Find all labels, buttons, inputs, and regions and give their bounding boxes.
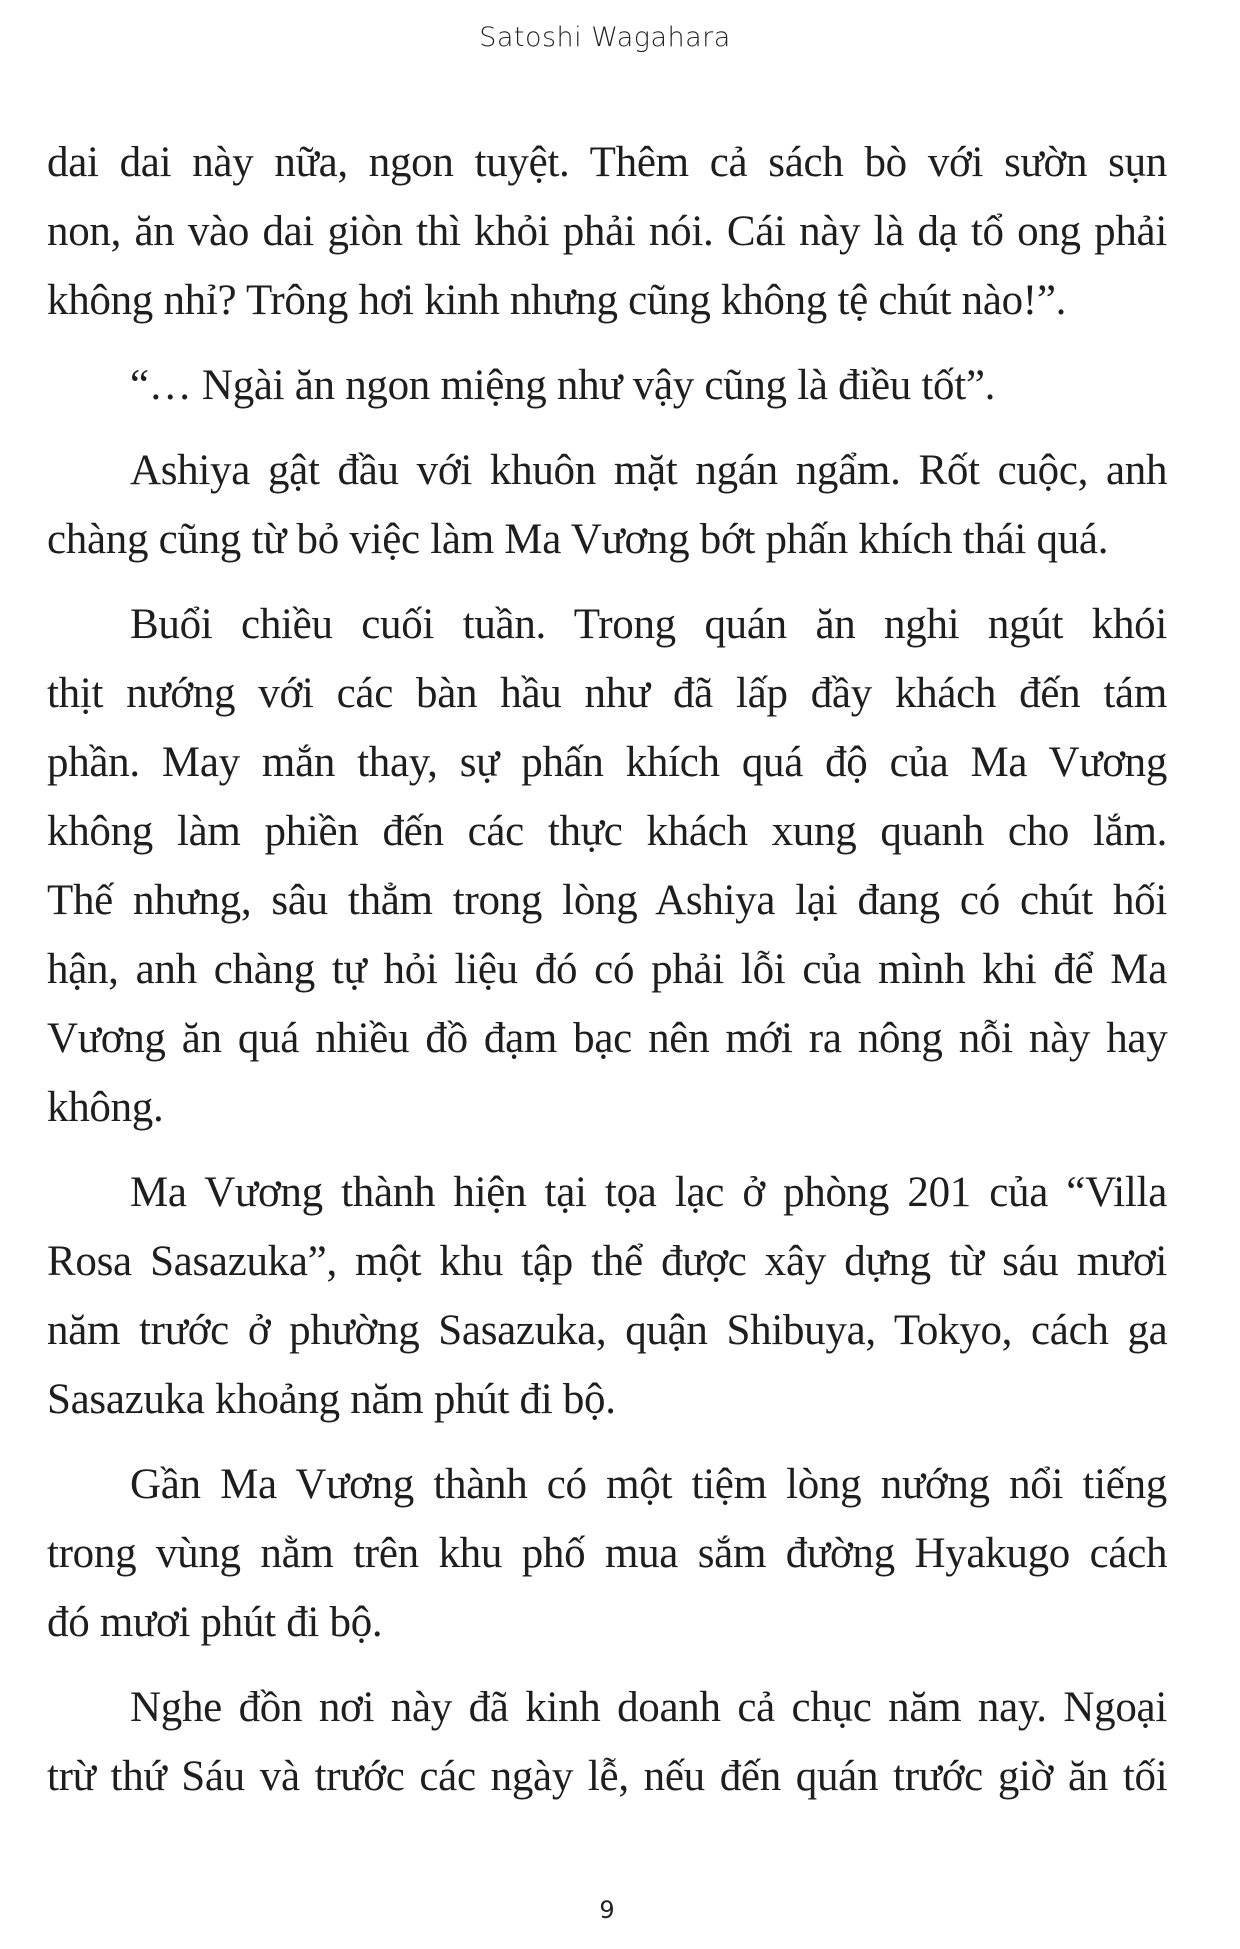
text-line: không. — [47, 1084, 164, 1131]
text-line: Ashiya gật đầu với khuôn mặt ngán ngẩm. Rốt cuộc, anh — [130, 447, 1168, 494]
text-line: “… Ngài ăn ngon miệng như vậy cũng là điều tốt”. — [130, 362, 996, 409]
text-line: Sasazuka khoảng năm phút đi bộ. — [47, 1376, 616, 1423]
body-text — [47, 128, 1167, 1827]
text-line: trong vùng nằm trên khu phố mua sắm đường Hyakugo cách — [47, 1530, 1168, 1577]
text-line: đó mươi phút đi bộ. — [47, 1599, 383, 1646]
text-line: Vương ăn quá nhiều đồ đạm bạc nên mới ra nông nỗi này hay — [47, 1015, 1168, 1062]
text-line: không làm phiền đến các thực khách xung quanh cho lắm. — [47, 808, 1168, 855]
text-line: Thế nhưng, sâu thẳm trong lòng Ashiya lại đang có chút hối — [47, 877, 1167, 924]
paragraph — [47, 351, 1167, 420]
text-line: Gần Ma Vương thành có một tiệm lòng nướng nổi tiếng — [130, 1461, 1167, 1508]
paragraph — [47, 128, 1167, 335]
text-line: thịt nướng với các bàn hầu như đã lấp đầy khách đến tám — [47, 670, 1167, 717]
paragraph — [47, 590, 1167, 1142]
text-line: Buổi chiều cuối tuần. Trong quán ăn nghi ngút khói — [130, 601, 1167, 648]
paragraph — [47, 1673, 1167, 1811]
text-line: không nhỉ? Trông hơi kinh nhưng cũng không tệ chút nào!”. — [47, 277, 1067, 324]
paragraph — [47, 1158, 1167, 1434]
text-line: chàng cũng từ bỏ việc làm Ma Vương bớt phấn khích thái quá. — [47, 516, 1109, 563]
text-line: trừ thứ Sáu và trước các ngày lễ, nếu đến quán trước giờ ăn tối — [47, 1753, 1168, 1800]
text-line: Rosa Sasazuka”, một khu tập thể được xây dựng từ sáu mươi — [47, 1238, 1167, 1285]
text-line: non, ăn vào dai giòn thì khỏi phải nói. Cái này là dạ tổ ong phải — [47, 208, 1167, 255]
text-line: dai dai này nữa, ngon tuyệt. Thêm cả sách bò với sườn sụn — [47, 139, 1167, 186]
paragraph — [47, 1450, 1167, 1657]
text-line: năm trước ở phường Sasazuka, quận Shibuya, Tokyo, cách ga — [47, 1307, 1168, 1354]
running-header-author: Satoshi Wagahara — [479, 22, 731, 53]
text-line: Ma Vương thành hiện tại tọa lạc ở phòng 201 của “Villa — [130, 1169, 1167, 1216]
text-line: Nghe đồn nơi này đã kinh doanh cả chục năm nay. Ngoại — [130, 1684, 1167, 1731]
text-line: hận, anh chàng tự hỏi liệu đó có phải lỗi của mình khi để Ma — [47, 946, 1167, 993]
text-line: phần. May mắn thay, sự phấn khích quá độ của Ma Vương — [47, 739, 1168, 786]
page-number: 9 — [599, 1896, 615, 1924]
paragraph — [47, 436, 1167, 574]
